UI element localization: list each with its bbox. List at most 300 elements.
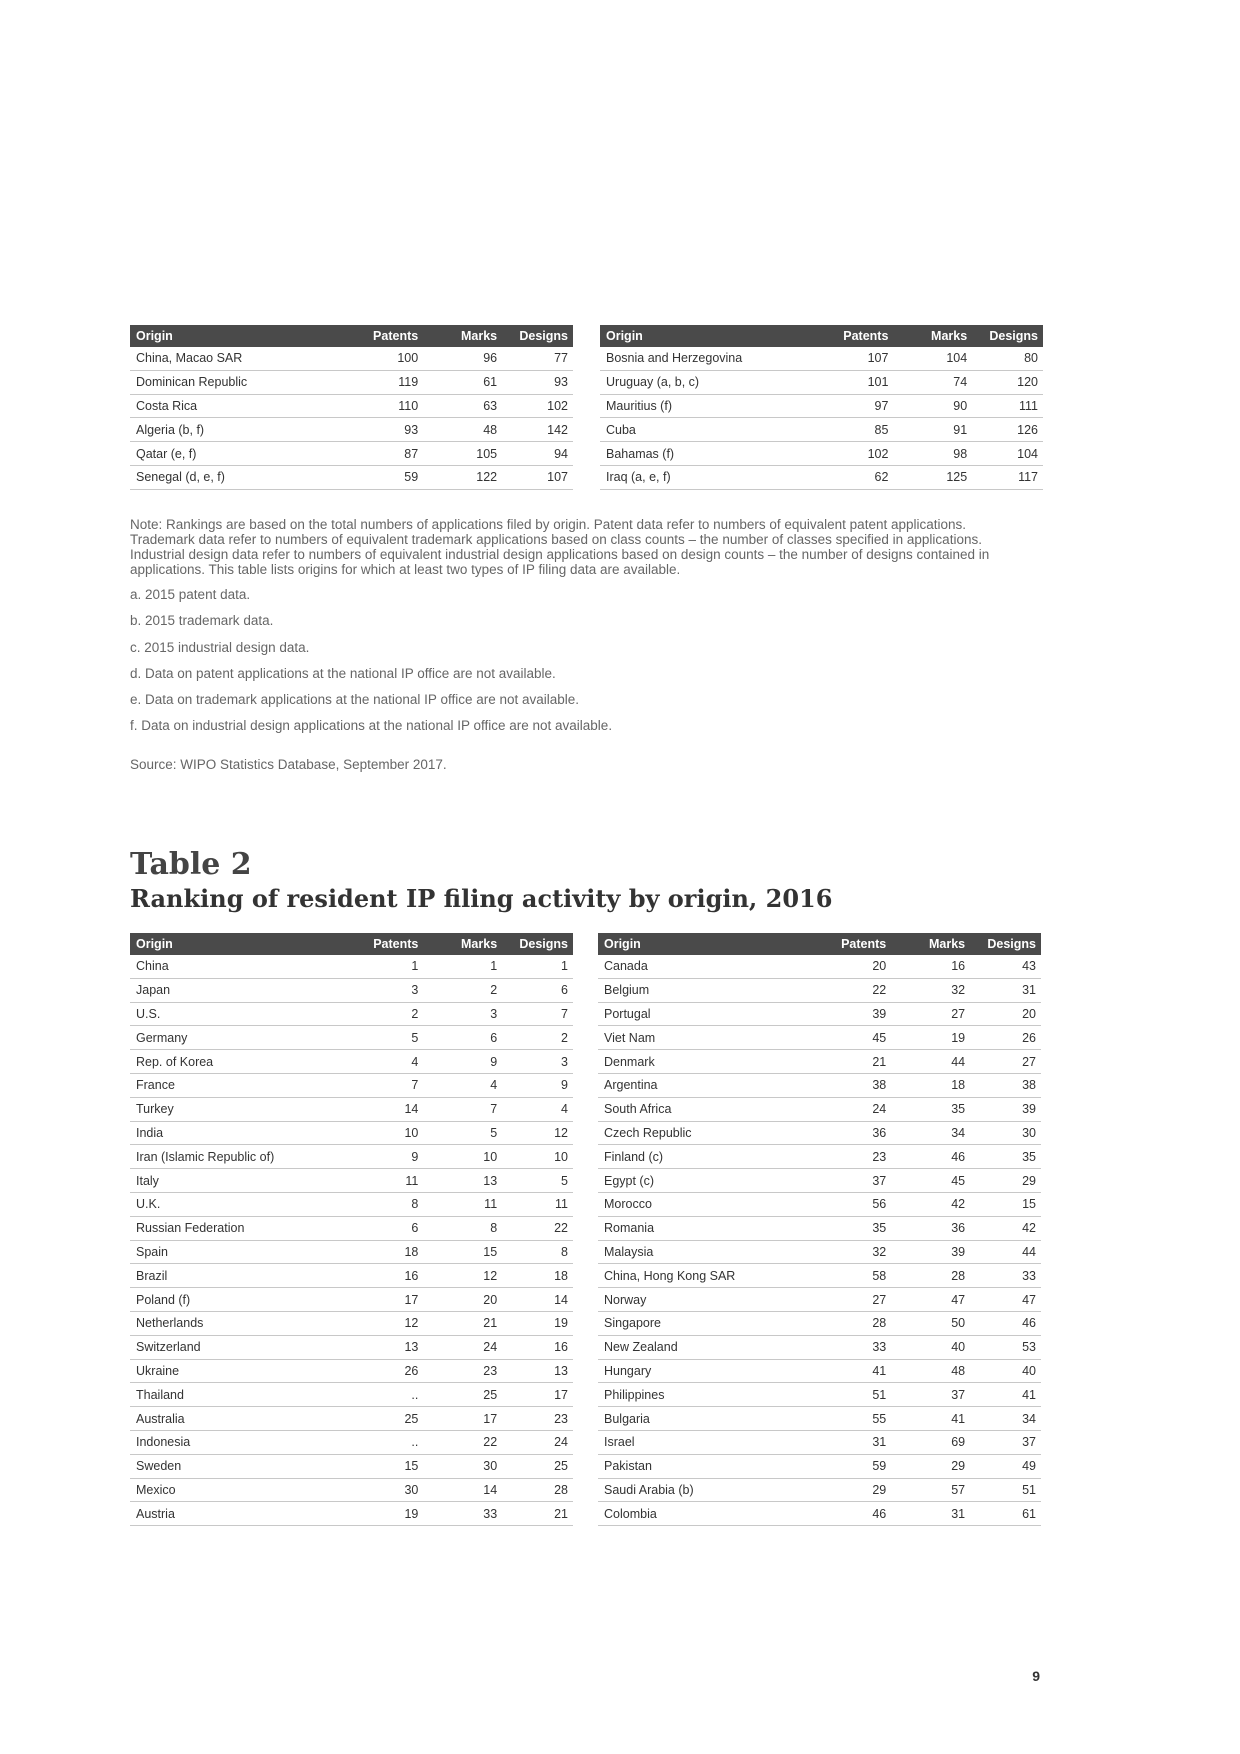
marks-cell: 23 [423, 1359, 502, 1383]
marks-cell: 48 [891, 1359, 970, 1383]
patents-cell: 36 [806, 1121, 891, 1145]
table-row [130, 1407, 573, 1431]
column-header-marks: Marks [891, 933, 970, 955]
origin-cell: New Zealand [598, 1335, 806, 1359]
origin-cell: Ukraine [130, 1359, 338, 1383]
designs-cell: 93 [502, 370, 573, 394]
origin-cell: Israel [598, 1430, 806, 1454]
patents-cell: 17 [338, 1288, 423, 1312]
designs-cell: 44 [970, 1240, 1041, 1264]
origin-cell: Belgium [598, 978, 806, 1002]
origin-cell: Romania [598, 1216, 806, 1240]
origin-cell: Senegal (d, e, f) [130, 465, 338, 489]
table-row [598, 1264, 1041, 1288]
designs-cell: 38 [970, 1073, 1041, 1097]
origin-cell: Czech Republic [598, 1121, 806, 1145]
marks-cell: 31 [891, 1502, 970, 1526]
table-row [600, 370, 1043, 394]
marks-cell: 48 [423, 418, 502, 442]
patents-cell: 119 [338, 370, 423, 394]
marks-cell: 19 [891, 1026, 970, 1050]
designs-cell: 41 [970, 1383, 1041, 1407]
table-row [598, 1454, 1041, 1478]
patents-cell: 101 [808, 370, 893, 394]
marks-cell: 74 [893, 370, 972, 394]
table-row [600, 394, 1043, 418]
table-row [130, 370, 573, 394]
designs-cell: 5 [502, 1169, 573, 1193]
table-row [130, 1097, 573, 1121]
designs-cell: 26 [970, 1026, 1041, 1050]
table-row [130, 1026, 573, 1050]
designs-cell: 22 [502, 1216, 573, 1240]
patents-cell: 24 [806, 1097, 891, 1121]
table-row [130, 1073, 573, 1097]
patents-cell: 25 [338, 1407, 423, 1431]
marks-cell: 6 [423, 1026, 502, 1050]
marks-cell: 69 [891, 1430, 970, 1454]
column-header-patents: Patents [338, 933, 423, 955]
marks-cell: 24 [423, 1335, 502, 1359]
table-row [130, 1502, 573, 1526]
table-row [598, 1073, 1041, 1097]
designs-cell: 43 [970, 955, 1041, 978]
table-row [130, 1002, 573, 1026]
designs-cell: 4 [502, 1097, 573, 1121]
column-header-designs: Designs [970, 933, 1041, 955]
patents-cell: 55 [806, 1407, 891, 1431]
table-row [130, 1240, 573, 1264]
table-row [598, 1216, 1041, 1240]
patents-cell: 46 [806, 1502, 891, 1526]
designs-cell: 111 [972, 394, 1043, 418]
patents-cell: 93 [338, 418, 423, 442]
patents-cell: 4 [338, 1050, 423, 1074]
header-row [600, 325, 1043, 347]
marks-cell: 47 [891, 1288, 970, 1312]
table-row [130, 465, 573, 489]
column-header-marks: Marks [893, 325, 972, 347]
origin-cell: Uruguay (a, b, c) [600, 370, 808, 394]
column-header-patents: Patents [338, 325, 423, 347]
patents-cell: 62 [808, 465, 893, 489]
table-row [130, 1454, 573, 1478]
patents-cell: 11 [338, 1169, 423, 1193]
table-row [598, 1478, 1041, 1502]
origin-cell: South Africa [598, 1097, 806, 1121]
designs-cell: 53 [970, 1335, 1041, 1359]
footnote: c. 2015 industrial design data. [130, 639, 310, 655]
table-row [130, 1050, 573, 1074]
column-header-designs: Designs [502, 933, 573, 955]
origin-cell: Thailand [130, 1383, 338, 1407]
table-row [598, 1192, 1041, 1216]
table-row [598, 1240, 1041, 1264]
designs-cell: 61 [970, 1502, 1041, 1526]
origin-cell: Mexico [130, 1478, 338, 1502]
designs-cell: 46 [970, 1311, 1041, 1335]
patents-cell: 28 [806, 1311, 891, 1335]
marks-cell: 44 [891, 1050, 970, 1074]
origin-cell: U.K. [130, 1192, 338, 1216]
marks-cell: 33 [423, 1502, 502, 1526]
table-row [598, 1335, 1041, 1359]
origin-cell: Brazil [130, 1264, 338, 1288]
patents-cell: 33 [806, 1335, 891, 1359]
patents-cell: 30 [338, 1478, 423, 1502]
table2-left [130, 933, 573, 1526]
patents-cell: 100 [338, 347, 423, 370]
patents-cell: 32 [806, 1240, 891, 1264]
origin-cell: Iraq (a, e, f) [600, 465, 808, 489]
table-row [130, 1288, 573, 1312]
designs-cell: 142 [502, 418, 573, 442]
designs-cell: 107 [502, 465, 573, 489]
column-header-marks: Marks [423, 325, 502, 347]
origin-cell: Germany [130, 1026, 338, 1050]
footnote: d. Data on patent applications at the national IP office are not available. [130, 665, 556, 681]
patents-cell: 87 [338, 442, 423, 466]
table-row [598, 1002, 1041, 1026]
designs-cell: 27 [970, 1050, 1041, 1074]
origin-cell: Sweden [130, 1454, 338, 1478]
origin-cell: Netherlands [130, 1311, 338, 1335]
table-row [600, 418, 1043, 442]
designs-cell: 35 [970, 1145, 1041, 1169]
origin-cell: Cuba [600, 418, 808, 442]
marks-cell: 27 [891, 1002, 970, 1026]
table2-heading [130, 848, 832, 914]
table-row [130, 347, 573, 370]
table-row [130, 978, 573, 1002]
origin-cell: Austria [130, 1502, 338, 1526]
marks-cell: 63 [423, 394, 502, 418]
marks-cell: 7 [423, 1097, 502, 1121]
page-number: 9 [1032, 1668, 1040, 1684]
origin-cell: Canada [598, 955, 806, 978]
designs-cell: 77 [502, 347, 573, 370]
patents-cell: 9 [338, 1145, 423, 1169]
origin-cell: Morocco [598, 1192, 806, 1216]
marks-cell: 36 [891, 1216, 970, 1240]
marks-cell: 4 [423, 1073, 502, 1097]
marks-cell: 91 [893, 418, 972, 442]
origin-cell: Portugal [598, 1002, 806, 1026]
marks-cell: 20 [423, 1288, 502, 1312]
footnote: a. 2015 patent data. [130, 587, 251, 602]
header-row [130, 933, 573, 955]
origin-cell: Singapore [598, 1311, 806, 1335]
designs-cell: 117 [972, 465, 1043, 489]
table-row [598, 955, 1041, 978]
table-row [598, 1383, 1041, 1407]
table-row [600, 465, 1043, 489]
designs-cell: 104 [972, 442, 1043, 466]
table-row [130, 955, 573, 978]
patents-cell: 41 [806, 1359, 891, 1383]
designs-cell: 30 [970, 1121, 1041, 1145]
designs-cell: 126 [972, 418, 1043, 442]
marks-cell: 29 [891, 1454, 970, 1478]
designs-cell: 102 [502, 394, 573, 418]
patents-cell: 51 [806, 1383, 891, 1407]
patents-cell: 38 [806, 1073, 891, 1097]
designs-cell: 25 [502, 1454, 573, 1478]
marks-cell: 5 [423, 1121, 502, 1145]
patents-cell: 2 [338, 1002, 423, 1026]
marks-cell: 35 [891, 1097, 970, 1121]
origin-cell: China, Macao SAR [130, 347, 338, 370]
marks-cell: 98 [893, 442, 972, 466]
column-header-origin: Origin [130, 325, 338, 347]
designs-cell: 17 [502, 1383, 573, 1407]
patents-cell: 14 [338, 1097, 423, 1121]
marks-cell: 30 [423, 1454, 502, 1478]
table-row [130, 418, 573, 442]
patents-cell: 31 [806, 1430, 891, 1454]
table2-title: Ranking of resident IP filing activity by origin, 2016 [130, 884, 833, 913]
patents-cell: .. [338, 1383, 423, 1407]
marks-cell: 8 [423, 1216, 502, 1240]
designs-cell: 34 [970, 1407, 1041, 1431]
table-row [598, 1311, 1041, 1335]
marks-cell: 46 [891, 1145, 970, 1169]
patents-cell: 15 [338, 1454, 423, 1478]
table-row [130, 1192, 573, 1216]
origin-cell: China [130, 955, 338, 978]
designs-cell: 19 [502, 1311, 573, 1335]
marks-cell: 22 [423, 1430, 502, 1454]
marks-cell: 122 [423, 465, 502, 489]
table2-label: Table 2 [130, 847, 252, 882]
designs-cell: 20 [970, 1002, 1041, 1026]
table-row [598, 978, 1041, 1002]
patents-cell: 37 [806, 1169, 891, 1193]
table-row [130, 1311, 573, 1335]
table-row [130, 394, 573, 418]
notes [130, 517, 1020, 782]
marks-cell: 14 [423, 1478, 502, 1502]
designs-cell: 1 [502, 955, 573, 978]
patents-cell: 110 [338, 394, 423, 418]
patents-cell: 3 [338, 978, 423, 1002]
patents-cell: 107 [808, 347, 893, 370]
table-row [600, 347, 1043, 370]
marks-cell: 32 [891, 978, 970, 1002]
patents-cell: 102 [808, 442, 893, 466]
marks-cell: 13 [423, 1169, 502, 1193]
origin-cell: Russian Federation [130, 1216, 338, 1240]
table-row [598, 1050, 1041, 1074]
patents-cell: 59 [806, 1454, 891, 1478]
designs-cell: 23 [502, 1407, 573, 1431]
designs-cell: 15 [970, 1192, 1041, 1216]
footnote: f. Data on industrial design applications at the national IP office are not available. [130, 718, 613, 734]
origin-cell: Colombia [598, 1502, 806, 1526]
table-row [130, 1359, 573, 1383]
table-row [130, 442, 573, 466]
marks-cell: 50 [891, 1311, 970, 1335]
designs-cell: 47 [970, 1288, 1041, 1312]
table-row [130, 1430, 573, 1454]
marks-cell: 104 [893, 347, 972, 370]
marks-cell: 125 [893, 465, 972, 489]
origin-cell: Pakistan [598, 1454, 806, 1478]
patents-cell: 6 [338, 1216, 423, 1240]
marks-cell: 28 [891, 1264, 970, 1288]
marks-cell: 11 [423, 1192, 502, 1216]
table-row [600, 442, 1043, 466]
patents-cell: 10 [338, 1121, 423, 1145]
designs-cell: 80 [972, 347, 1043, 370]
patents-cell: 5 [338, 1026, 423, 1050]
table-row [130, 1264, 573, 1288]
marks-cell: 40 [891, 1335, 970, 1359]
designs-cell: 8 [502, 1240, 573, 1264]
origin-cell: Dominican Republic [130, 370, 338, 394]
designs-cell: 11 [502, 1192, 573, 1216]
origin-cell: Hungary [598, 1359, 806, 1383]
marks-cell: 15 [423, 1240, 502, 1264]
table-row [598, 1097, 1041, 1121]
column-header-origin: Origin [600, 325, 808, 347]
origin-cell: Italy [130, 1169, 338, 1193]
table-row [130, 1383, 573, 1407]
marks-cell: 1 [423, 955, 502, 978]
origin-cell: Turkey [130, 1097, 338, 1121]
designs-cell: 28 [502, 1478, 573, 1502]
patents-cell: .. [338, 1430, 423, 1454]
source-note: Source: WIPO Statistics Database, September 2017. [130, 756, 447, 772]
origin-cell: Japan [130, 978, 338, 1002]
column-header-designs: Designs [502, 325, 573, 347]
origin-cell: Philippines [598, 1383, 806, 1407]
header-row [130, 325, 573, 347]
table-row [130, 1216, 573, 1240]
designs-cell: 31 [970, 978, 1041, 1002]
patents-cell: 1 [338, 955, 423, 978]
marks-cell: 3 [423, 1002, 502, 1026]
designs-cell: 6 [502, 978, 573, 1002]
designs-cell: 51 [970, 1478, 1041, 1502]
origin-cell: Finland (c) [598, 1145, 806, 1169]
header-row [598, 933, 1041, 955]
marks-cell: 37 [891, 1383, 970, 1407]
patents-cell: 20 [806, 955, 891, 978]
marks-cell: 61 [423, 370, 502, 394]
designs-cell: 21 [502, 1502, 573, 1526]
marks-cell: 39 [891, 1240, 970, 1264]
origin-cell: Mauritius (f) [600, 394, 808, 418]
origin-cell: Spain [130, 1240, 338, 1264]
footnote: e. Data on trademark applications at the national IP office are not available. [130, 692, 580, 708]
designs-cell: 33 [970, 1264, 1041, 1288]
patents-cell: 45 [806, 1026, 891, 1050]
marks-cell: 42 [891, 1192, 970, 1216]
origin-cell: Indonesia [130, 1430, 338, 1454]
origin-cell: India [130, 1121, 338, 1145]
designs-cell: 14 [502, 1288, 573, 1312]
origin-cell: Bosnia and Herzegovina [600, 347, 808, 370]
column-header-marks: Marks [423, 933, 502, 955]
marks-cell: 16 [891, 955, 970, 978]
origin-cell: U.S. [130, 1002, 338, 1026]
origin-cell: Denmark [598, 1050, 806, 1074]
table-row [130, 1169, 573, 1193]
patents-cell: 59 [338, 465, 423, 489]
patents-cell: 8 [338, 1192, 423, 1216]
marks-cell: 34 [891, 1121, 970, 1145]
marks-cell: 45 [891, 1169, 970, 1193]
marks-cell: 12 [423, 1264, 502, 1288]
patents-cell: 12 [338, 1311, 423, 1335]
designs-cell: 24 [502, 1430, 573, 1454]
patents-cell: 27 [806, 1288, 891, 1312]
table-row [598, 1502, 1041, 1526]
patents-cell: 56 [806, 1192, 891, 1216]
footnote: b. 2015 trademark data. [130, 613, 274, 629]
patents-cell: 97 [808, 394, 893, 418]
designs-cell: 12 [502, 1121, 573, 1145]
origin-cell: Bulgaria [598, 1407, 806, 1431]
designs-cell: 40 [970, 1359, 1041, 1383]
origin-cell: Egypt (c) [598, 1169, 806, 1193]
marks-cell: 90 [893, 394, 972, 418]
table-row [598, 1407, 1041, 1431]
origin-cell: France [130, 1073, 338, 1097]
table-row [598, 1359, 1041, 1383]
table-row [598, 1145, 1041, 1169]
marks-cell: 105 [423, 442, 502, 466]
column-header-origin: Origin [130, 933, 338, 955]
marks-cell: 18 [891, 1073, 970, 1097]
origin-cell: Poland (f) [130, 1288, 338, 1312]
origin-cell: Costa Rica [130, 394, 338, 418]
marks-cell: 25 [423, 1383, 502, 1407]
column-header-patents: Patents [806, 933, 891, 955]
origin-cell: Bahamas (f) [600, 442, 808, 466]
origin-cell: Saudi Arabia (b) [598, 1478, 806, 1502]
marks-cell: 10 [423, 1145, 502, 1169]
table-row [598, 1430, 1041, 1454]
table-row [130, 1478, 573, 1502]
patents-cell: 16 [338, 1264, 423, 1288]
marks-cell: 2 [423, 978, 502, 1002]
designs-cell: 94 [502, 442, 573, 466]
note-text: Note: Rankings are based on the total numbers of applications filed by origin. Patent data refer to numbers of equivalent patent applications. Trademark data refer to numbers of equivalent trademark applications based on class counts – the number of classes specified in applications. Industrial design data refer to numbers of equivalent industrial design applications based on design counts – the number of designs contained in applications. This table lists origins for which at least two types of IP filing data are available. [130, 517, 990, 577]
origin-cell: Argentina [598, 1073, 806, 1097]
patents-cell: 26 [338, 1359, 423, 1383]
origin-cell: Norway [598, 1288, 806, 1312]
patents-cell: 21 [806, 1050, 891, 1074]
table-row [130, 1335, 573, 1359]
designs-cell: 49 [970, 1454, 1041, 1478]
designs-cell: 16 [502, 1335, 573, 1359]
origin-cell: Australia [130, 1407, 338, 1431]
table-row [598, 1288, 1041, 1312]
table1-right [600, 325, 1043, 490]
designs-cell: 18 [502, 1264, 573, 1288]
marks-cell: 96 [423, 347, 502, 370]
patents-cell: 29 [806, 1478, 891, 1502]
patents-cell: 7 [338, 1073, 423, 1097]
designs-cell: 10 [502, 1145, 573, 1169]
table-row [130, 1121, 573, 1145]
designs-cell: 13 [502, 1359, 573, 1383]
origin-cell: Qatar (e, f) [130, 442, 338, 466]
patents-cell: 39 [806, 1002, 891, 1026]
marks-cell: 17 [423, 1407, 502, 1431]
